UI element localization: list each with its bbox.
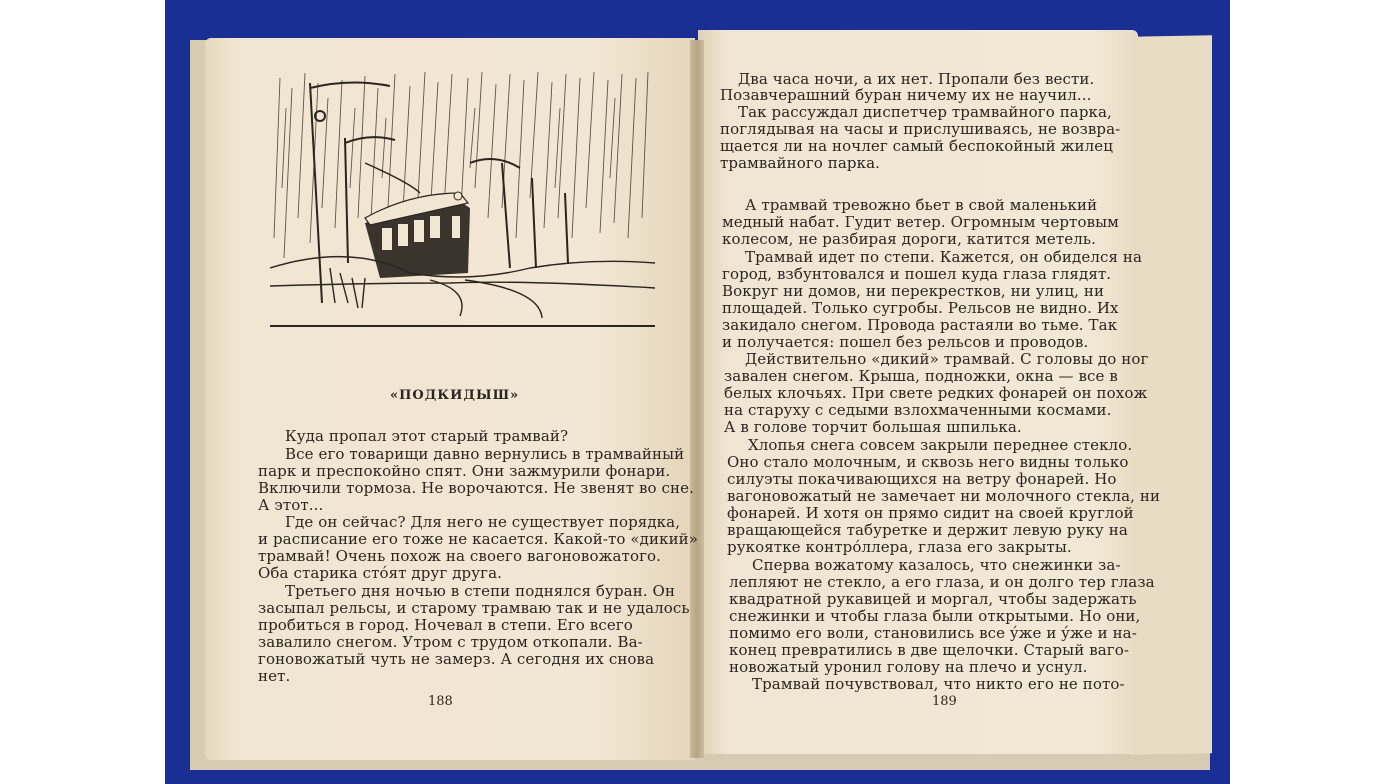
left-line: парк и преспокойно спят. Они зажмурили фонари. — [258, 462, 671, 480]
right-line: Трамвай идет по степи. Кажется, он обиделся на — [745, 248, 1143, 266]
right-line: площадей. Только сугробы. Рельсов не видно. Их — [722, 299, 1119, 317]
left-line: Третьего дня ночью в степи поднялся буран. Он — [285, 582, 676, 600]
tram-in-blizzard-illustration — [270, 68, 655, 333]
page-number-left: 188 — [428, 694, 453, 709]
chapter-title: «ПОДКИДЫШ» — [390, 388, 520, 403]
left-line: трамвай! Очень похож на своего вагоновожатого. — [258, 547, 662, 565]
right-line: фонарей. И хотя он прямо сидит на своей круглой — [727, 504, 1134, 522]
left-line: пробиться в город. Ночевал в степи. Его всего — [258, 616, 633, 634]
left-line: Куда пропал этот старый трамвай? — [285, 427, 569, 445]
left-line: гоновожатый чуть не замерз. А сегодня их снова — [258, 650, 655, 668]
right-line: А трамвай тревожно бьет в свой маленький — [745, 196, 1098, 214]
left-line: А этот... — [258, 496, 324, 514]
right-line: квадратной рукавицей и моргал, чтобы задержать — [729, 590, 1137, 608]
left-line: Включили тормоза. Не ворочаются. Не звенят во сне. — [258, 479, 694, 497]
right-line: вагоновожатый не замечает ни молочного стекла, ни — [727, 487, 1161, 505]
right-line: Оно стало молочным, и сквозь него видны только — [727, 453, 1129, 471]
right-line: щается ли на ночлег самый беспокойный жилец — [720, 137, 1113, 155]
right-line: город, взбунтовался и пошел куда глаза глядят. — [722, 265, 1112, 283]
right-line: на старуху с седыми взлохмаченными космами. — [724, 401, 1112, 419]
right-line: снежинки и чтобы глаза были открытыми. Но они, — [729, 607, 1141, 625]
right-line: Позавчерашний буран ничему их не научил... — [720, 86, 1092, 104]
right-line: лепляют не стекло, а его глаза, и он долго тер глаза — [729, 573, 1155, 591]
left-line: Все его товарищи давно вернулись в трамвайный — [285, 445, 685, 463]
right-line: Вокруг ни домов, ни перекрестков, ни улиц, ни — [722, 282, 1105, 300]
right-line: помимо его воли, становились все ýже и ýже и на- — [729, 624, 1137, 642]
right-line: трамвайного парка. — [720, 154, 881, 172]
right-line: силуэты покачивающихся на ветру фонарей. Но — [727, 470, 1117, 488]
tram-car — [365, 192, 470, 278]
right-line: Сперва вожатому казалось, что снежинки за- — [752, 556, 1121, 574]
left-line: и расписание его тоже не касается. Какой-то «дикий» — [258, 530, 699, 548]
right-line: конец превратились в две щелочки. Старый ваго- — [729, 641, 1130, 659]
right-line: Трамвай почувствовал, что никто его не пото- — [752, 675, 1125, 693]
right-line: колесом, не разбирая дороги, катится метель. — [722, 230, 1097, 248]
left-line: завалило снегом. Утром с трудом откопали. Ва- — [258, 633, 643, 651]
right-line: поглядывая на часы и прислушиваясь, не возвра- — [720, 120, 1121, 138]
right-line: Хлопья снега совсем закрыли переднее стекло. — [748, 436, 1133, 454]
right-line: Так рассуждал диспетчер трамвайного парка, — [738, 103, 1112, 121]
right-line: медный набат. Гудит ветер. Огромным чертовым — [722, 213, 1119, 231]
right-line: закидало снегом. Провода растаяли во тьме. Так — [722, 316, 1118, 334]
left-line: Где он сейчас? Для него не существует порядка, — [285, 513, 681, 531]
page-number-right: 189 — [932, 694, 957, 709]
right-line: Действительно «дикий» трамвай. С головы до ног — [745, 350, 1149, 368]
right-line: новожатый уронил голову на плечо и уснул. — [729, 658, 1088, 676]
left-line: Оба старика стóят друг друга. — [258, 564, 503, 582]
book-gutter — [690, 40, 704, 758]
right-line: белых клочьях. При свете редких фонарей он похож — [724, 384, 1148, 402]
right-line: завален снегом. Крыша, подножки, окна — все в — [724, 367, 1118, 385]
right-line: вращающейся табуретке и держит левую руку на — [727, 521, 1128, 539]
right-line: Два часа ночи, а их нет. Пропали без вести. — [738, 70, 1095, 88]
right-line: и получается: пошел без рельсов и проводов. — [722, 333, 1089, 351]
right-line: А в голове торчит большая шпилька. — [724, 418, 1022, 436]
right-line: рукоятке контрóллера, глаза его закрыты. — [727, 538, 1072, 556]
left-line: засыпал рельсы, и старому трамваю так и не удалось — [258, 599, 690, 617]
left-line: нет. — [258, 667, 291, 685]
